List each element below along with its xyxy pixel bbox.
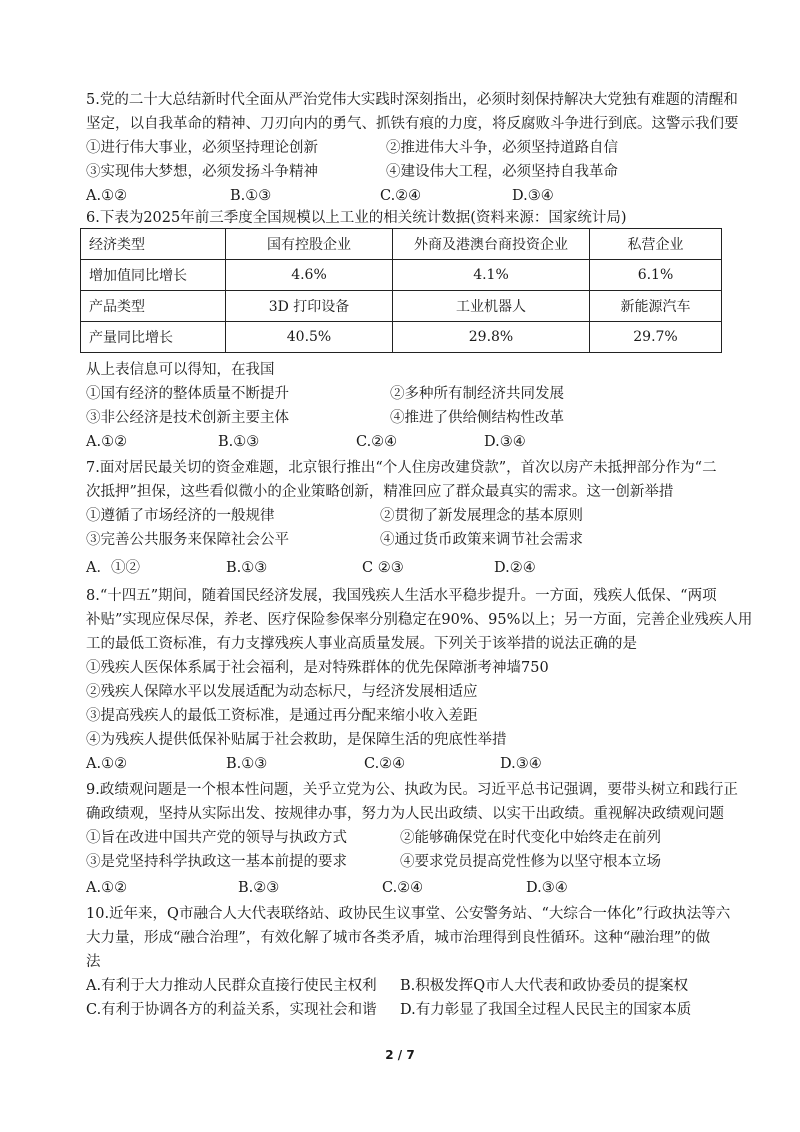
q6-option-3: ③非公经济是技术创新主要主体 — [86, 410, 289, 426]
q10-stem-line-2: 大力量，形成“融合治理”，有效化解了城市各类矛盾，城市治理得到良性循环。这种“融治理”的做 — [86, 930, 711, 946]
q7-stem-line-1: 7.面对居民最关切的资金难题，北京银行推出“个人住房改建贷款”，首次以房产未抵押部分作为“二 — [86, 460, 717, 476]
q5-choice-c: C.②④ — [380, 188, 422, 204]
q6-option-1: ①国有经济的整体质量不断提升 — [86, 386, 289, 402]
q8-choice-c: C.②④ — [364, 756, 406, 772]
table-cell: 29.8% — [393, 322, 590, 353]
table-cell: 产量同比增长 — [81, 322, 226, 353]
q6-choice-d: D.③④ — [484, 434, 526, 450]
q7-option-2: ②贯彻了新发展理念的基本原则 — [380, 508, 583, 524]
table-cell: 4.6% — [226, 260, 393, 291]
q9-option-2: ②能够确保党在时代变化中始终走在前列 — [400, 830, 661, 846]
q8-option-3: ③提高残疾人的最低工资标准，是通过再分配来缩小收入差距 — [86, 708, 478, 724]
q7-choice-a: A．①② — [86, 560, 140, 576]
table-cell: 国有控股企业 — [226, 229, 393, 260]
q10-choice-d: D.有力彰显了我国全过程人民民主的国家本质 — [400, 1002, 692, 1018]
table-row — [81, 229, 722, 260]
q10-choice-b: B.积极发挥Q市人大代表和政协委员的提案权 — [400, 978, 689, 994]
table-cell: 6.1% — [590, 260, 722, 291]
q10-choice-c: C.有利于协调各方的利益关系，实现社会和谐 — [86, 1002, 377, 1018]
q10-stem-line-1: 10.近年来，Q市融合人大代表联络站、政协民生议事堂、公安警务站、“大综合一体化”行政执法等六 — [86, 906, 731, 922]
q5-stem-line-1: 5.党的二十大总结新时代全面从严治党伟大实践时深刻指出，必须时刻保持解决大党独有难题的清醒和 — [86, 92, 738, 108]
table-cell: 工业机器人 — [393, 291, 590, 322]
q10-choice-a: A.有利于大力推动人民群众直接行使民主权利 — [86, 978, 377, 994]
q8-choice-b: B.①③ — [226, 756, 268, 772]
q5-choice-b: B.①③ — [230, 188, 272, 204]
q8-option-2: ②残疾人保障水平以发展适配为动态标尺，与经济发展相适应 — [86, 684, 478, 700]
q7-option-4: ④通过货币政策来调节社会需求 — [380, 532, 583, 548]
q6-choice-c: C.②④ — [356, 434, 398, 450]
table-cell: 经济类型 — [81, 229, 226, 260]
q9-stem-line-2: 确政绩观，坚持从实际出发、按规律办事，努力为人民出政绩、以实干出政绩。重视解决政绩观问题 — [86, 806, 724, 822]
q6-choice-a: A.①② — [86, 434, 128, 450]
q5-option-2: ②推进伟大斗争，必须坚持道路自信 — [386, 140, 618, 156]
q5-option-1: ①进行伟大事业，必须坚持理论创新 — [86, 140, 318, 156]
table-cell: 新能源汽车 — [590, 291, 722, 322]
q8-stem-line-2: 补贴”实现应保尽保，养老、医疗保险参保率分别稳定在90%、95%以上；另一方面，完善企业残疾人用 — [86, 612, 753, 628]
table-cell: 增加值同比增长 — [81, 260, 226, 291]
q9-option-4: ④要求党员提高党性修为以坚守根本立场 — [400, 854, 661, 870]
q9-option-3: ③是党坚持科学执政这一基本前提的要求 — [86, 854, 347, 870]
q9-choice-c: C.②④ — [382, 880, 424, 896]
q9-choice-b: B.②③ — [238, 880, 280, 896]
table-cell: 40.5% — [226, 322, 393, 353]
page-number: 2 / 7 — [385, 1048, 415, 1062]
q9-choice-a: A.①② — [86, 880, 128, 896]
q6-stem: 6.下表为2025年前三季度全国规模以上工业的相关统计数据(资料来源：国家统计局) — [86, 210, 627, 226]
q7-option-3: ③完善公共服务来保障社会公平 — [86, 532, 289, 548]
q9-choice-d: D.③④ — [526, 880, 568, 896]
q8-stem-line-3: 工的最低工资标准，有力支撑残疾人事业高质量发展。下列关于该举措的说法正确的是 — [86, 636, 637, 652]
table-row — [81, 260, 722, 291]
q5-option-4: ④建设伟大工程，必须坚持自我革命 — [386, 164, 618, 180]
q6-option-2: ②多种所有制经济共同发展 — [390, 386, 564, 402]
table-cell: 产品类型 — [81, 291, 226, 322]
q5-stem-line-2: 坚定，以自我革命的精神、刀刃向内的勇气、抓铁有痕的力度，将反腐败斗争进行到底。这警示我们要 — [86, 116, 739, 132]
q6-after-table: 从上表信息可以得知，在我国 — [86, 362, 275, 378]
q7-choice-b: B.①③ — [226, 560, 268, 576]
q8-option-4: ④为残疾人提供低保补贴属于社会救助，是保障生活的兜底性举措 — [86, 732, 507, 748]
q9-stem-line-1: 9.政绩观问题是一个根本性问题，关乎立党为公、执政为民。习近平总书记强调，要带头树立和践行正 — [86, 782, 738, 798]
q6-choice-b: B.①③ — [218, 434, 260, 450]
table-cell: 4.1% — [393, 260, 590, 291]
q6-data-table — [80, 228, 722, 353]
q5-choice-d: D.③④ — [512, 188, 554, 204]
q8-choice-a: A.①② — [86, 756, 128, 772]
q5-choice-a: A.①② — [86, 188, 128, 204]
q9-option-1: ①旨在改进中国共产党的领导与执政方式 — [86, 830, 347, 846]
q8-choice-d: D.③④ — [500, 756, 542, 772]
table-row — [81, 322, 722, 353]
table-row — [81, 291, 722, 322]
table-cell: 29.7% — [590, 322, 722, 353]
q6-option-4: ④推进了供给侧结构性改革 — [390, 410, 564, 426]
q7-option-1: ①遵循了市场经济的一般规律 — [86, 508, 275, 524]
table-cell: 3D 打印设备 — [226, 291, 393, 322]
q8-option-1: ①残疾人医保体系属于社会福利，是对特殊群体的优先保障浙考神墙750 — [86, 660, 549, 676]
q7-stem-line-2: 次抵押”担保，这些看似微小的企业策略创新，精准回应了群众最真实的需求。这一创新举措 — [86, 484, 674, 500]
table-cell: 外商及港澳台商投资企业 — [393, 229, 590, 260]
q7-choice-c: C ②③ — [362, 560, 404, 576]
q5-option-3: ③实现伟大梦想，必须发扬斗争精神 — [86, 164, 318, 180]
q10-stem-line-3: 法 — [86, 954, 101, 970]
table-cell: 私营企业 — [590, 229, 722, 260]
q8-stem-line-1: 8.“十四五”期间，随着国民经济发展，我国残疾人生活水平稳步提升。一方面，残疾人低保、“两项 — [86, 588, 717, 604]
q7-choice-d: D.②④ — [494, 560, 536, 576]
